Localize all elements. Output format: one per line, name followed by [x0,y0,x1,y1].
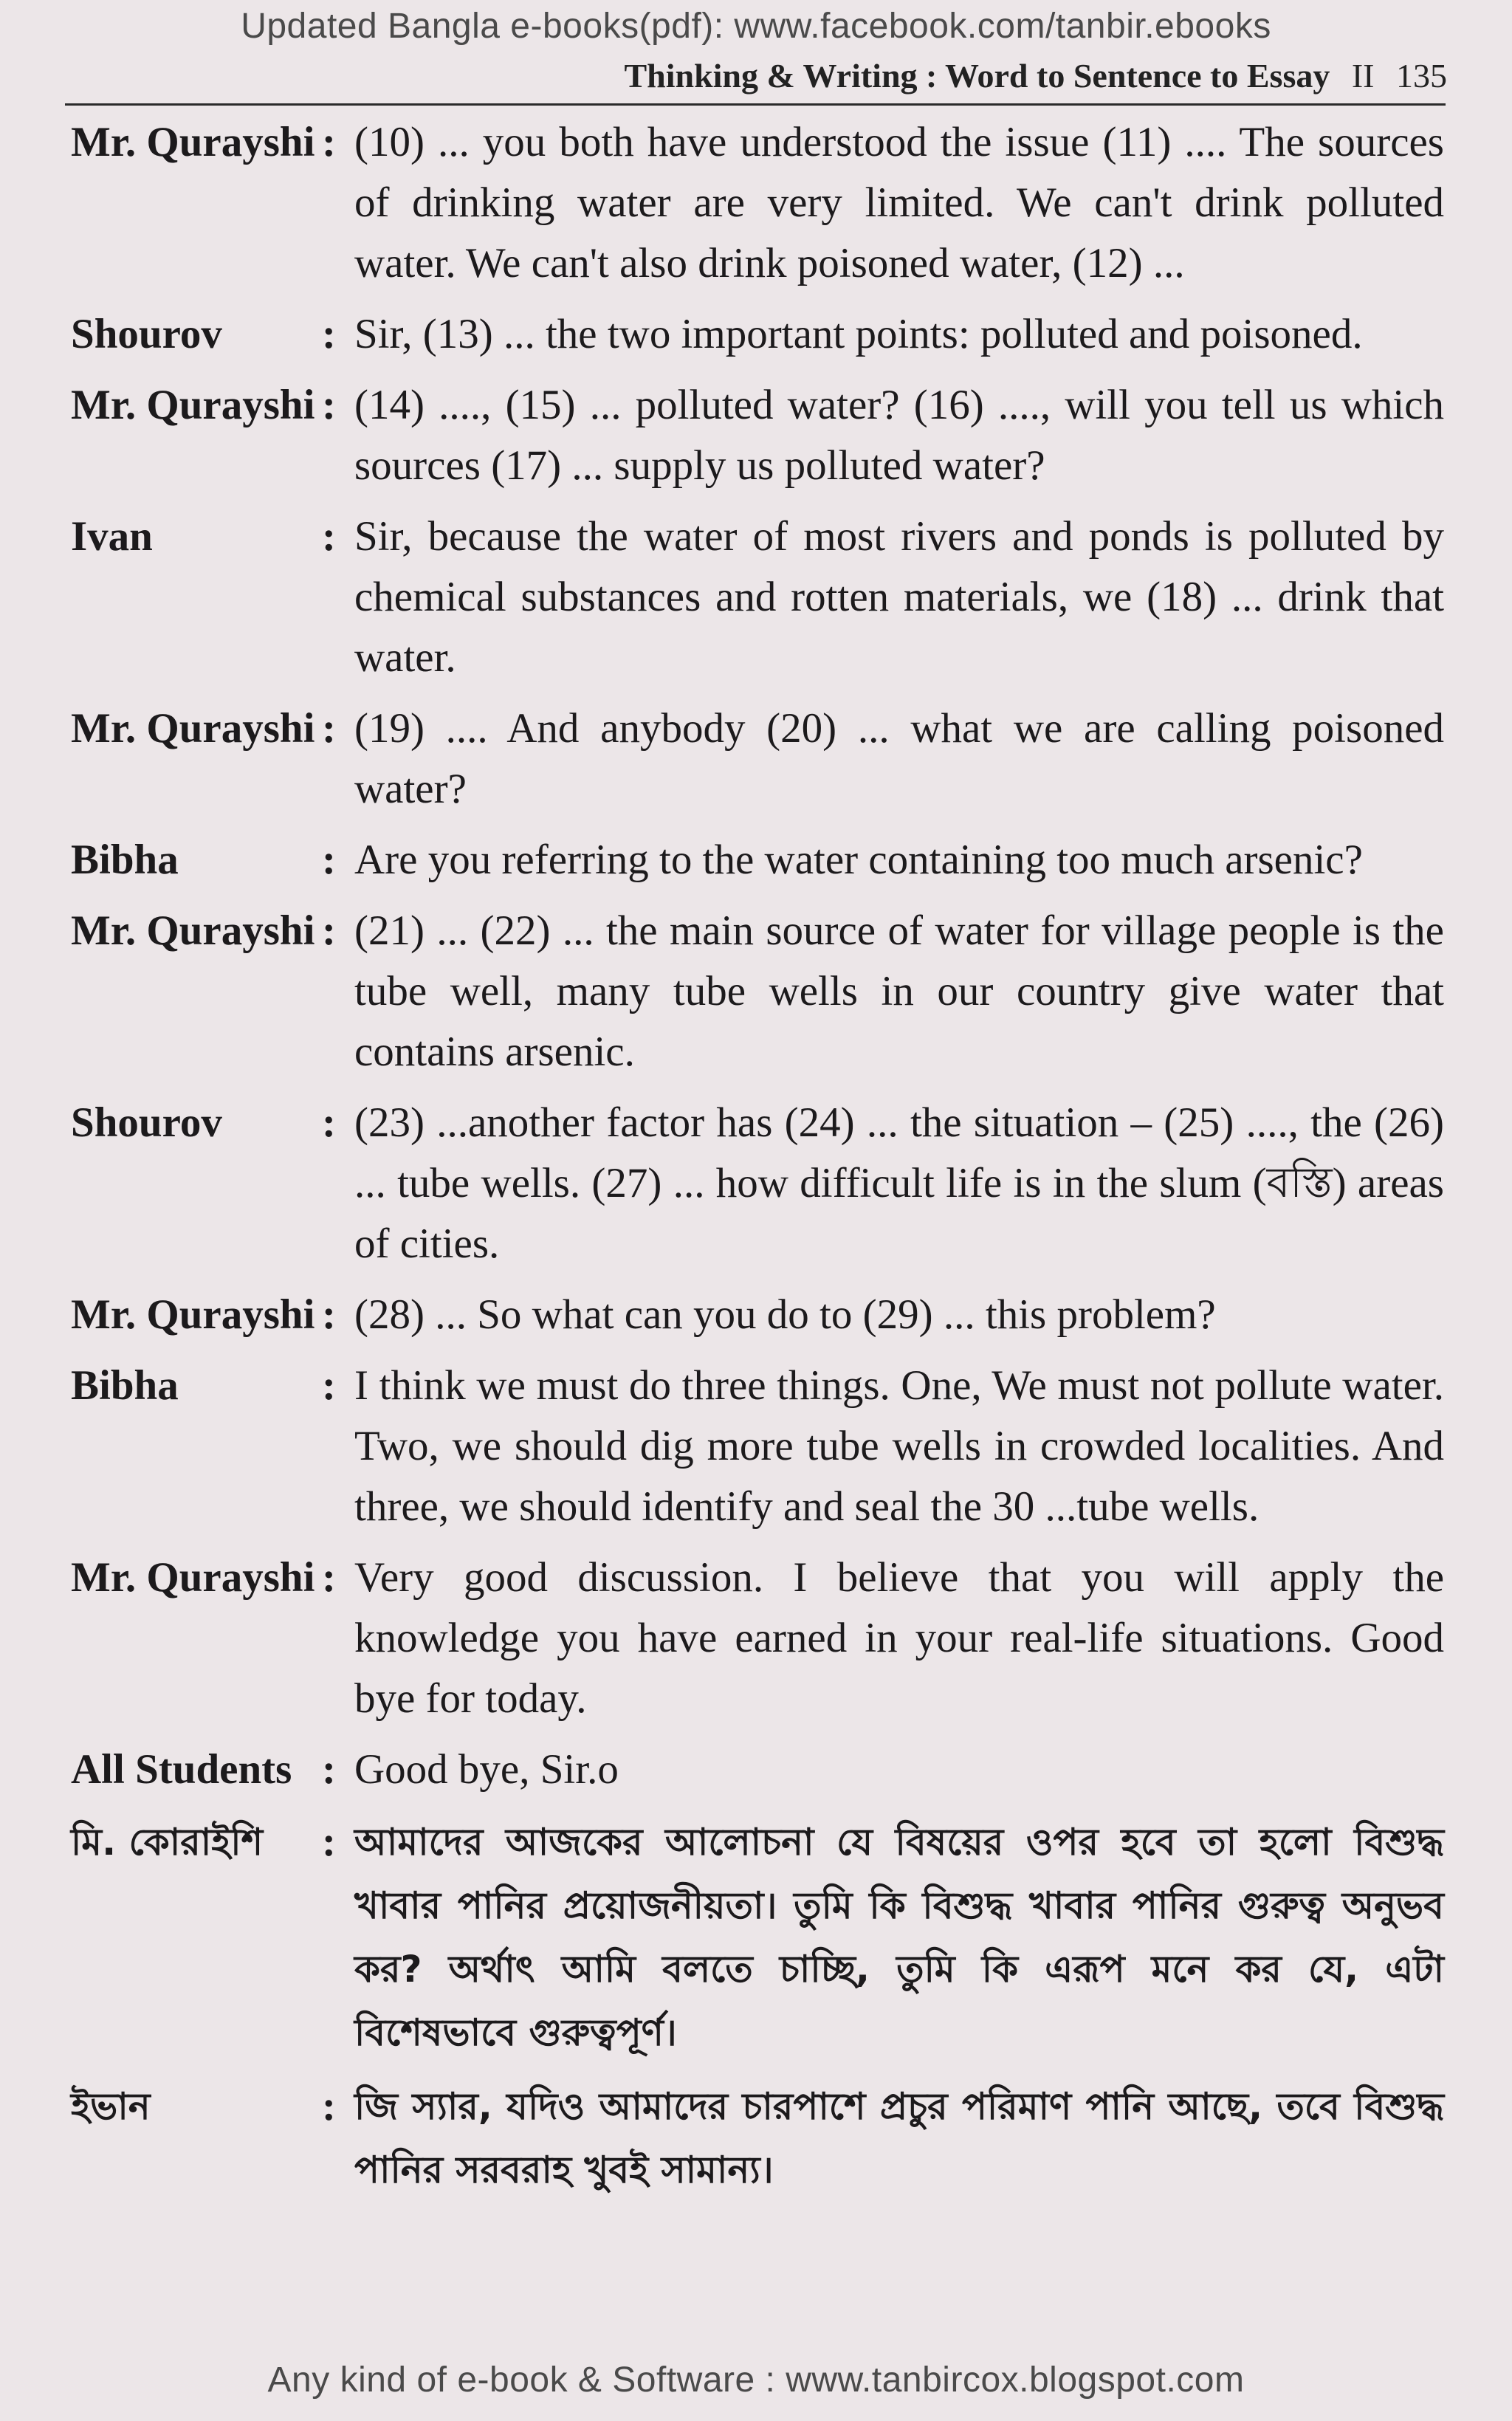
speaker-colon: : [322,1746,336,1793]
speech-text: Good bye, Sir.o [354,1746,619,1793]
speaker-name: Mr. Qurayshi [71,1554,315,1601]
running-head-title: Thinking & Writing : Word to Sentence to Essay [624,57,1330,95]
speaker-name: Mr. Qurayshi [71,705,315,752]
dialogue-turn [71,375,1444,496]
speaker-colon: : [322,2083,336,2129]
speaker-colon: : [322,1291,336,1338]
speaker-name: Mr. Qurayshi [71,119,315,165]
speech-text: (10) ... you both have understood the issue (11) .... The sources of drinking water are very limited. We can't drink polluted water. We can't also drink poisoned water, (12) ... [354,119,1444,286]
page-number: 135 [1396,57,1447,95]
speaker-colon: : [322,1554,336,1601]
speaker-name: Mr. Qurayshi [71,382,315,428]
bangla-dialogue-turn [71,1810,1444,2064]
dialogue-turn [71,1740,1444,1800]
running-head [576,56,1447,95]
speech-text: (28) ... So what can you do to (29) ... this problem? [354,1291,1216,1338]
dialogue-turn [71,506,1444,688]
speaker-name: Shourov [71,1099,222,1146]
speaker-colon: : [322,513,336,560]
speaker-name: All Students [71,1746,292,1793]
speaker-name: Ivan [71,513,153,560]
speaker-name: Mr. Qurayshi [71,907,315,954]
bangla-speech-text: আমাদের আজকের আলোচনা যে বিষয়ের ওপর হবে তা হলো বিশুদ্ধ খাবার পানির প্রয়োজনীয়তা। তুমি কি বিশুদ্ধ খাবার পানির গুরুত্ব অনুভব কর? অর্থাৎ আমি বলতে চাচ্ছি, তুমি কি এরূপ মনে কর যে, এটা বিশেষভাবে গুরুত্বপূর্ণ। [354,1821,1444,2054]
speaker-name: Shourov [71,311,222,357]
speaker-name: Bibha [71,837,179,883]
dialogue-turn [71,304,1444,365]
header-divider [65,103,1446,106]
speech-text: (23) ...another factor has (24) ... the situation – (25) ...., the (26) ... tube wells. (27) ... how difficult life is in the slum (বস্তি) areas of cities. [354,1099,1444,1267]
bangla-speaker-name: মি. কোরাইশি [71,1821,264,1864]
speaker-colon: : [322,1362,336,1409]
speaker-colon: : [322,1819,336,1865]
dialogue-turn [71,1548,1444,1729]
speech-text: Very good discussion. I believe that you will apply the knowledge you have earned in your real-life situations. Good bye for today. [354,1554,1444,1722]
speaker-name: Mr. Qurayshi [71,1291,315,1338]
dialogue-turn [71,830,1444,890]
dialogue-turn [71,112,1444,294]
speaker-colon: : [322,837,336,883]
speaker-colon: : [322,382,336,428]
watermark-bottom: Any kind of e-book & Software : www.tanbircox.blogspot.com [267,2360,1245,2400]
speech-text: (21) ... (22) ... the main source of water for village people is the tube well, many tube wells in our country give water that contains arsenic. [354,907,1444,1075]
speaker-name: Bibha [71,1362,179,1409]
dialogue-turn [71,698,1444,820]
speech-text: Are you referring to the water containing too much arsenic? [354,837,1363,883]
speaker-colon: : [322,907,336,954]
speaker-colon: : [322,705,336,752]
speech-text: I think we must do three things. One, We must not pollute water. Two, we should dig more tube wells in crowded localities. And three, we should identify and seal the 30 ...tube wells. [354,1362,1444,1530]
dialogue-turn [71,1093,1444,1274]
dialogue-turn [71,1356,1444,1537]
speech-text: (14) ...., (15) ... polluted water? (16) ...., will you tell us which sources (17) ... supply us polluted water? [354,382,1444,489]
dialogue-turn [71,901,1444,1082]
speaker-colon: : [322,119,336,165]
speech-text: Sir, (13) ... the two important points: polluted and poisoned. [354,311,1363,357]
running-head-separator: II [1351,57,1375,95]
watermark-top: Updated Bangla e-books(pdf): www.facebook.com/tanbir.ebooks [241,7,1271,46]
speaker-colon: : [322,1099,336,1146]
speaker-colon: : [322,311,336,357]
speech-text: (19) .... And anybody (20) ... what we are calling poisoned water? [354,705,1444,812]
dialogue-turn [71,1285,1444,1345]
dialogue-body [71,112,1444,2212]
bangla-speech-text: জি স্যার, যদিও আমাদের চারপাশে প্রচুর পরিমাণ পানি আছে, তবে বিশুদ্ধ পানির সরবরাহ খুবই সামান্য। [354,2085,1444,2191]
speech-text: Sir, because the water of most rivers and ponds is polluted by chemical substances and rotten materials, we (18) ... drink that water. [354,513,1444,681]
bangla-speaker-name: ইভান [71,2085,151,2128]
bangla-dialogue-turn [71,2075,1444,2202]
